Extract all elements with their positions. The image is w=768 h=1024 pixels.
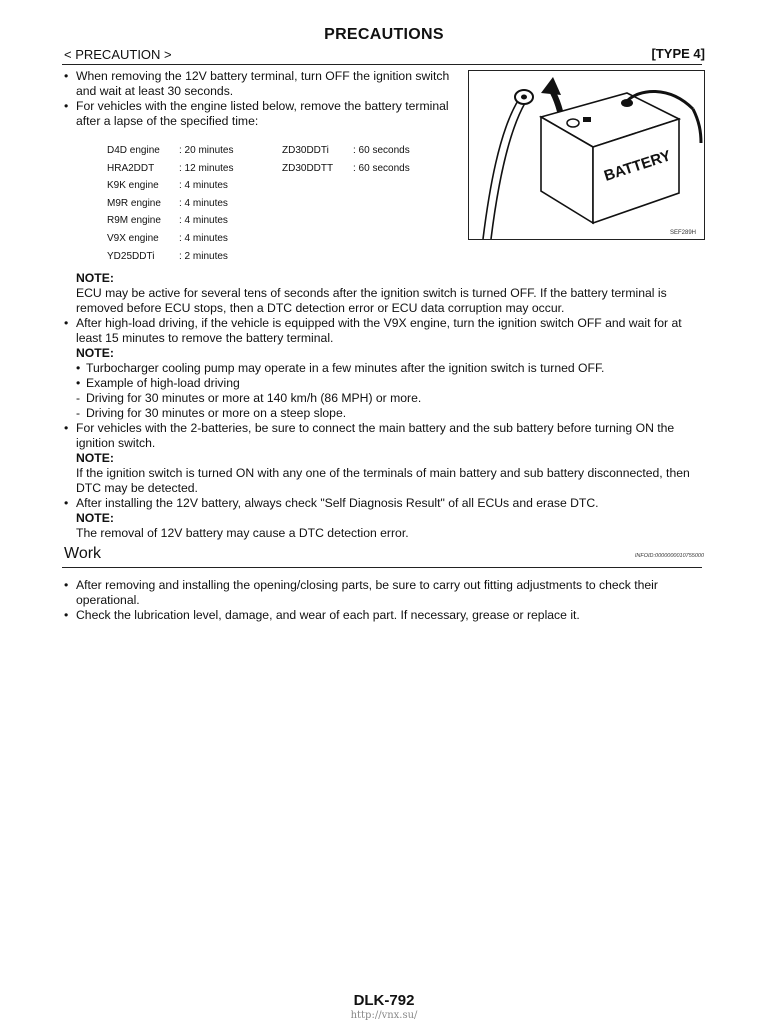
engine-time-table [107,145,410,268]
engine-name [282,215,353,233]
intro-bullet-disconnect: • When removing the 12V battery terminal, turn OFF the ignition switch and wait at least 30 seconds. [64,69,464,99]
engine-name: D4D engine [107,145,160,156]
table-row [107,215,410,233]
engine-name [282,198,353,216]
wait-time [353,198,410,216]
table-row [107,180,410,198]
type-tag: [TYPE 4] [651,46,705,61]
note-heading: NOTE: [76,451,114,465]
table-row [107,251,410,269]
engine-name: ZD30DDTT [282,162,334,174]
wait-time [353,251,410,269]
precaution-notes [64,271,706,541]
table-row [107,145,410,163]
work-bullet-lubrication: • Check the lubrication level, damage, and wear of each part. If necessary, grease or replace it. [64,608,706,623]
note-heading: NOTE: [76,346,114,360]
table-row [107,163,410,181]
note-heading: NOTE: [76,271,114,285]
engine-name [282,233,353,251]
note-example-text: • Example of high-load driving [64,376,706,391]
wait-time [353,215,410,233]
engine-name: R9M engine [107,215,161,227]
note-ecu-text: ECU may be active for several tens of seconds after the ignition switch is turned OFF. If the battery terminal is removed before ECU stops, then a DTC detection error or ECU data corruption may occur. [76,286,667,315]
engine-name [282,251,353,269]
table-row [107,233,410,251]
wait-time: : 4 minutes [179,215,228,227]
engine-name [282,180,353,198]
figure-code: SEF289H [669,230,696,236]
wait-time [353,233,410,251]
note-heading: NOTE: [76,511,114,525]
engine-name: K9K engine [107,180,159,192]
wait-time: : 4 minutes [179,197,228,209]
engine-name: M9R engine [107,197,161,209]
note-removal-text: The removal of 12V battery may cause a DTC detection error. [76,526,409,540]
battery-figure [468,70,705,240]
work-block [64,578,706,623]
engine-name: ZD30DDTi [282,145,329,156]
battery-illustration [469,71,706,241]
wait-time: : 60 seconds [353,145,410,156]
wait-time: : 12 minutes [179,162,234,174]
battery-label: BATTERY [601,147,674,185]
wait-time: : 20 minutes [179,145,234,156]
wait-time [353,180,410,198]
bullet-after-install: • After installing the 12V battery, always check "Self Diagnosis Result" of all ECUs and erase DTC. [64,496,706,511]
header-rule [62,64,702,65]
work-heading: Work [64,545,102,562]
note-dash-slope: - Driving for 30 minutes or more on a steep slope. [64,406,706,421]
section-label: < PRECAUTION > [64,47,172,62]
wait-time: : 2 minutes [179,250,228,262]
intro-block [64,69,464,129]
note-ignition-text: If the ignition switch is turned ON with any one of the terminals of main battery and sub battery disconnected, then DTC may be detected. [76,466,690,495]
wait-time: : 4 minutes [179,232,228,244]
engine-name: HRA2DDT [107,162,155,174]
info-id: INFOID:0000000010755000 [634,553,704,559]
work-rule [62,567,702,568]
watermark: http://vnx.su/ [350,1010,418,1021]
note-turbo-text: • Turbocharger cooling pump may operate in a few minutes after the ignition switch is turned OFF. [64,361,706,376]
engine-name: YD25DDTi [107,250,155,262]
bullet-two-batteries: • For vehicles with the 2-batteries, be sure to connect the main battery and the sub battery before turning ON the ignition switch. [64,421,706,451]
wait-time: : 60 seconds [353,162,410,174]
table-row [107,198,410,216]
page-title: PRECAUTIONS [324,26,444,43]
engine-name: V9X engine [107,232,159,244]
page-number: DLK-792 [353,992,415,1009]
note-dash-speed: - Driving for 30 minutes or more at 140 km/h (86 MPH) or more. [64,391,706,406]
intro-bullet-engine-list: • For vehicles with the engine listed below, remove the battery terminal after a lapse of the specified time: [64,99,464,129]
bullet-high-load: • After high-load driving, if the vehicle is equipped with the V9X engine, turn the ignition switch OFF and wait for at least 15 minutes to remove the battery terminal. [64,316,706,346]
work-bullet-adjust: • After removing and installing the opening/closing parts, be sure to carry out fitting adjustments to check their operational. [64,578,706,608]
wait-time: : 4 minutes [179,180,228,192]
